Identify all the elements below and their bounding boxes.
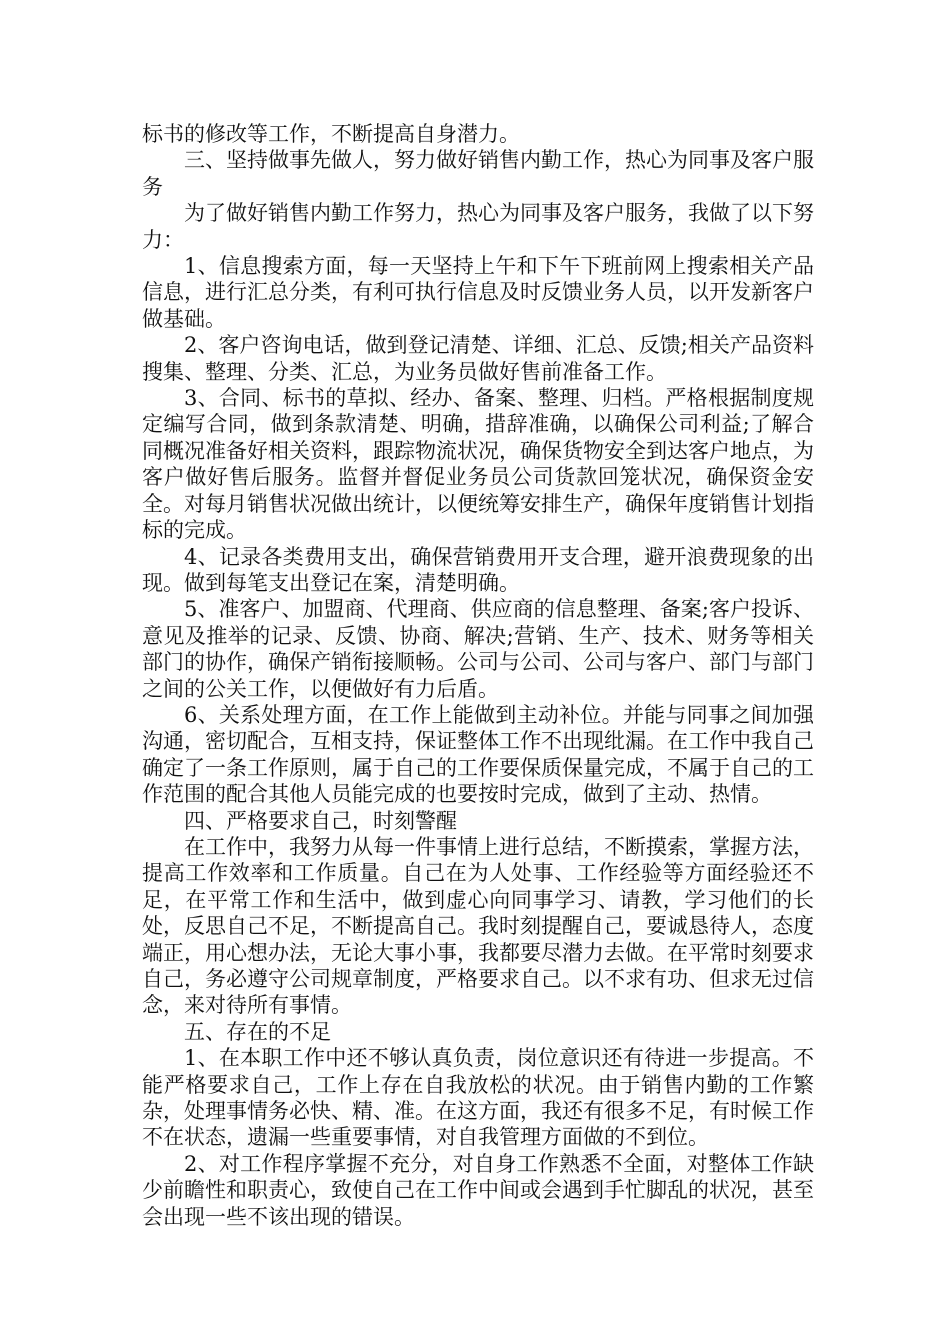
shortcoming-item-2: 2、对工作程序掌握不充分，对自身工作熟悉不全面，对整体工作缺少前瞻性和职责心，致使自己在工作中间或会遇到手忙脚乱的状况，甚至会出现一些不该出现的错误。 [142,1151,814,1229]
section-heading-5: 五、存在的不足 [184,1019,331,1044]
list-item-1: 1、信息搜索方面，每一天坚持上午和下午下班前网上搜索相关产品信息，进行汇总分类，有利可执行信息及时反馈业务人员，以开发新客户做基础。 [142,254,814,331]
shortcoming-item-1: 1、在本职工作中还不够认真负责，岗位意识还有待进一步提高。不能严格要求自己，工作上存在自我放松的状况。由于销售内勤的工作繁杂，处理事情务必快、精、准。在这方面，我还有很多不足，有时候工作不在状态，遗漏一些重要事情，对自我管理方面做的不到位。 [142,1046,814,1150]
list-item-4: 4、记录各类费用支出，确保营销费用开支合理，避开浪费现象的出现。做到每笔支出登记在案，清楚明确。 [142,544,814,595]
document-body [142,121,814,1230]
paragraph-continuation: 标书的修改等工作，不断提高自身潜力。 [142,122,520,146]
list-item-2: 2、客户咨询电话，做到登记清楚、详细、汇总、反馈;相关产品资料搜集、整理、分类、汇总，为业务员做好售前准备工作。 [142,333,814,384]
list-item-3: 3、合同、标书的草拟、经办、备案、整理、归档。严格根据制度规定编写合同，做到条款清楚、明确，措辞准确，以确保公司利益;了解合同概况准备好相关资料，跟踪物流状况，确保货物安全到达客户地点，为客户做好售后服务。监督并督促业务员公司货款回笼状况，确保资金安全。对每月销售状况做出统计，以便统筹安排生产，确保年度销售计划指标的完成。 [142,386,814,543]
list-item-6: 6、关系处理方面，在工作上能做到主动补位。并能与同事之间加强沟通，密切配合，互相支持，保证整体工作不出现纰漏。在工作中我自己确定了一条工作原则，属于自己的工作要保质保量完成，不属于自己的工作范围的配合其他人员能完成的也要按时完成，做到了主动、热情。 [142,702,814,807]
section-heading-4: 四、严格要求自己，时刻警醒 [184,808,457,833]
paragraph-intro: 为了做好销售内勤工作努力，热心为同事及客户服务，我做了以下努力： [142,201,814,252]
section-heading-3: 三、坚持做事先做人，努力做好销售内勤工作，热心为同事及客户服务 [142,148,814,199]
paragraph-body: 在工作中，我努力从每一件事情上进行总结，不断摸索，掌握方法，提高工作效率和工作质量。自己在为人处事、工作经验等方面经验还不足，在平常工作和生活中，做到虚心向同事学习、请教，学习他们的长处，反思自己不足，不断提高自己。我时刻提醒自己，要诚恳待人，态度端正，用心想办法，无论大事小事，我都要尽潜力去做。在平常时刻要求自己，务必遵守公司规章制度，严格要求自己。以不求有功、但求无过信念，来对待所有事情。 [142,834,814,1018]
list-item-5: 5、准客户、加盟商、代理商、供应商的信息整理、备案;客户投诉、意见及推举的记录、反馈、协商、解决;营销、生产、技术、财务等相关部门的协作，确保产销衔接顺畅。公司与公司、公司与客户、部门与部门之间的公关工作，以便做好有力后盾。 [142,597,814,701]
